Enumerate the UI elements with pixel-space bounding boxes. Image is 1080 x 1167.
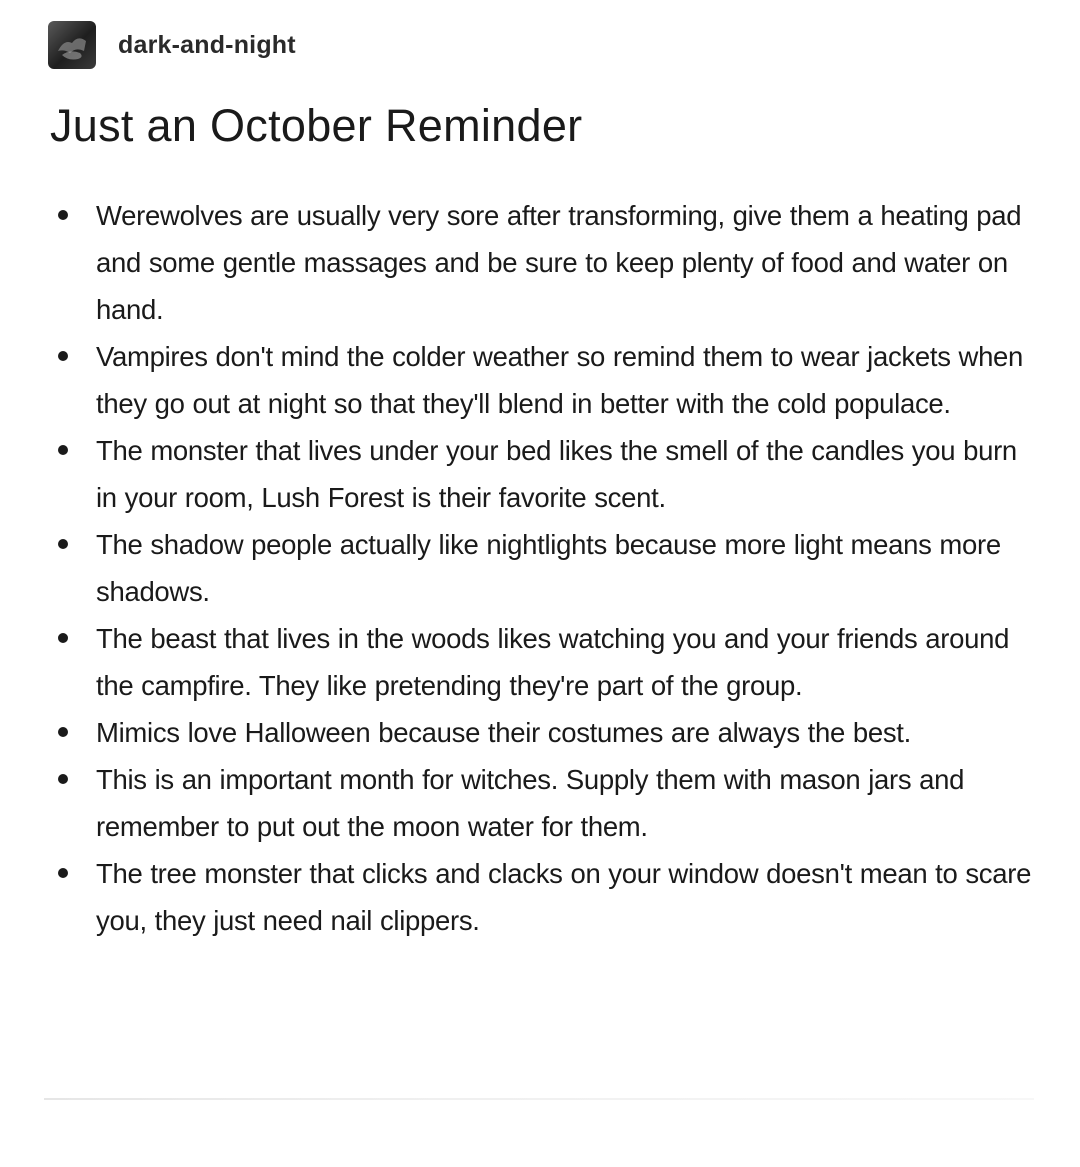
bullet-icon <box>58 210 68 220</box>
bullet-icon <box>58 774 68 784</box>
list-item <box>52 756 1042 850</box>
list-item-text: Mimics love Halloween because their costumes are always the best. <box>96 717 911 748</box>
bullet-icon <box>58 445 68 455</box>
post-footer-divider <box>44 1098 1034 1100</box>
post-title: Just an October Reminder <box>50 100 583 151</box>
reminder-list <box>52 192 1042 944</box>
list-item <box>52 615 1042 709</box>
bullet-icon <box>58 539 68 549</box>
avatar-image <box>48 21 96 69</box>
list-item-text: The tree monster that clicks and clacks on your window doesn't mean to scare you, they just need nail clippers. <box>96 858 1032 936</box>
bullet-icon <box>58 727 68 737</box>
list-item <box>52 333 1042 427</box>
bullet-icon <box>58 351 68 361</box>
list-item-text: Vampires don't mind the colder weather so remind them to wear jackets when they go out at night so that they'll blend in better with the cold populace. <box>96 341 1024 419</box>
list-item-text: The beast that lives in the woods likes watching you and your friends around the campfire. They like pretending they're part of the group. <box>96 623 1010 701</box>
bullet-icon <box>58 868 68 878</box>
list-item <box>52 709 1042 756</box>
list-item <box>52 850 1042 944</box>
list-item <box>52 427 1042 521</box>
list-item-text: This is an important month for witches. Supply them with mason jars and remember to put out the moon water for them. <box>96 764 965 842</box>
list-item-text: The shadow people actually like nightlights because more light means more shadows. <box>96 529 1001 607</box>
post-header <box>48 20 296 70</box>
list-item-text: Werewolves are usually very sore after transforming, give them a heating pad and some gentle massages and be sure to keep plenty of food and water on hand. <box>96 200 1022 325</box>
list-item-text: The monster that lives under your bed likes the smell of the candles you burn in your room, Lush Forest is their favorite scent. <box>96 435 1017 513</box>
blog-name-link[interactable]: dark-and-night <box>118 30 296 59</box>
list-item <box>52 192 1042 333</box>
list-item <box>52 521 1042 615</box>
bullet-icon <box>58 633 68 643</box>
blog-avatar-icon[interactable] <box>48 21 96 69</box>
